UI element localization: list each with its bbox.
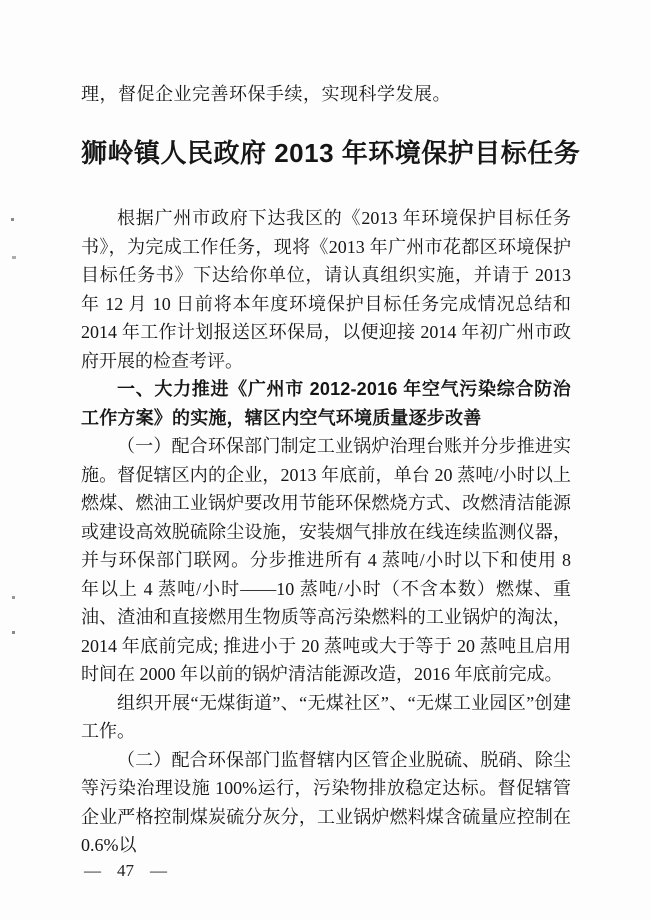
document-body <box>81 204 571 860</box>
paragraph-item-2: （二）配合环保部门监督辖内区管企业脱硫、脱硝、除尘等污染治理设施 100%运行，污染物排放稳定达标。督促辖管企业严格控制煤炭硫分灰分，工业锅炉燃料煤含硫量应控制在 0.6%以 <box>81 749 571 855</box>
page-content <box>81 80 581 860</box>
paragraph-item-1: （一）配合环保部门制定工业锅炉治理台账并分步推进实施。督促辖区内的企业，2013 年底前，单台 20 蒸吨/小时以上燃煤、燃油工业锅炉要改用节能环保燃烧方式、改燃清洁能源或建设高效脱硫除尘设施，安装烟气排放在线连续监测仪器，并与环保部门联网。分步推进所有 4 蒸吨/小时以下和使用 8 年以上 4 蒸吨/小时——10 蒸吨/小时（不含本数）燃煤、重油、渣油和直接燃用生物质等高污染燃料的工业锅炉的淘汰，2014 年底前完成; 推进小于 20 蒸吨或大于等于 20 蒸吨且启用时间在 2000 年以前的锅炉清洁能源改造，2016 年底前完成。 <box>81 436 571 684</box>
footer-right-dash: — <box>150 861 167 880</box>
section-1-heading: 一、大力推进《广州市 2012-2016 年空气污染综合防治工作方案》的实施，辖区内空气环境质量逐步改善 <box>81 379 571 428</box>
paragraph-intro: 根据广州市政府下达我区的《2013 年环境保护目标任务书》，为完成工作任务，现将《2013 年广州市花都区环境保护目标任务书》下达给你单位，请认真组织实施，并请于 2013 年 12 月 10 日前将本年度环境保护目标任务完成情况总结和 2014 年工作计划报送区环保局，以便迎接 2014 年初广州市政府开展的检查考评。 <box>81 208 571 371</box>
scan-speck <box>12 256 16 259</box>
page-number: 47 <box>117 861 134 880</box>
scan-speck <box>12 596 15 599</box>
document-title: 狮岭镇人民政府 2013 年环境保护目标任务 <box>81 138 581 168</box>
scan-speck <box>12 631 15 634</box>
paragraph-item-1-followup: 组织开展“无煤街道”、“无煤社区”、“无煤工业园区”创建工作。 <box>81 692 571 741</box>
footer-page-number <box>84 861 167 881</box>
body-text-continuation: 理，督促企业完善环保手续，实现科学发展。 <box>81 84 451 104</box>
footer-left-dash: — <box>84 861 101 880</box>
scan-speck <box>11 218 14 221</box>
